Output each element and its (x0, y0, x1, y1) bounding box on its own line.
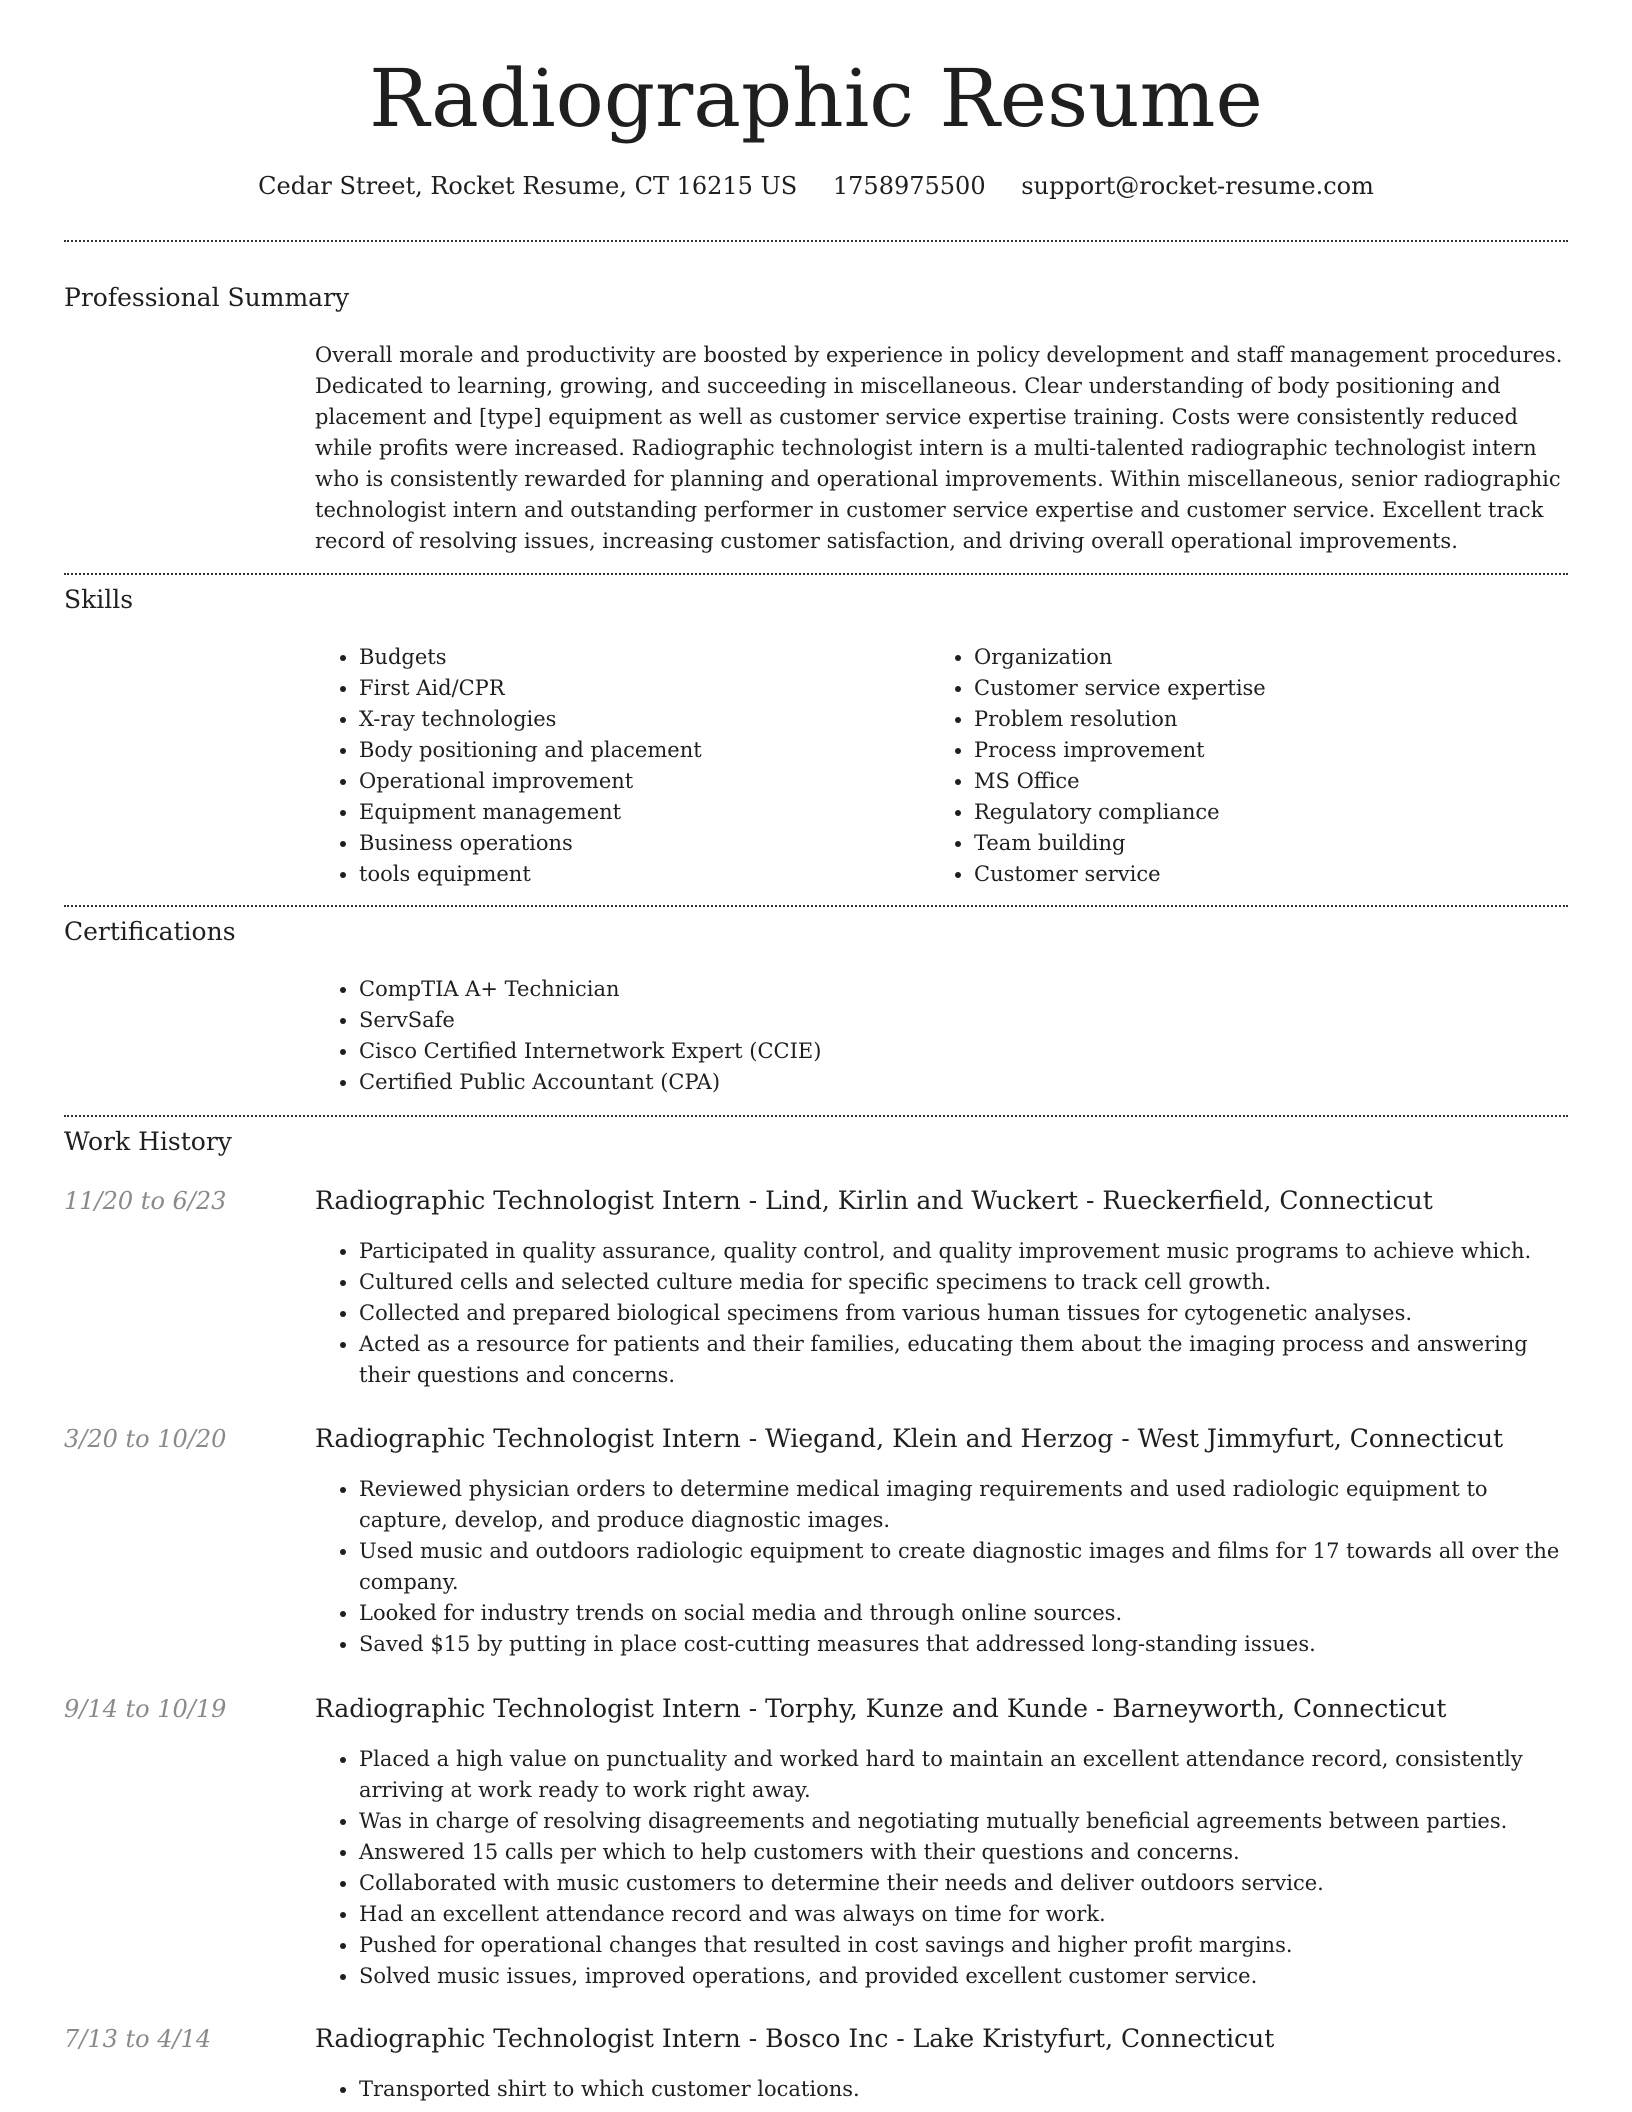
job-title: Radiographic Technologist Intern - Lind, Kirlin and Wuckert - Rueckerfield, Connecticut (315, 1186, 1433, 1215)
certification-item: • CompTIA A+ Technician (359, 974, 1215, 1005)
skills-column-left (315, 642, 875, 890)
contact-line (0, 172, 1632, 200)
job-title: Radiographic Technologist Intern - Wiegand, Klein and Herzog - West Jimmyfurt, Connecticut (315, 1424, 1504, 1453)
job-dates: 9/14 to 10/19 (64, 1695, 227, 1723)
certifications-heading: Certifications (64, 917, 236, 946)
certification-item: • Cisco Certified Internetwork Expert (CCIE) (359, 1036, 1215, 1067)
certification-item: • Certified Public Accountant (CPA) (359, 1067, 1215, 1098)
certification-item: • ServSafe (359, 1005, 1215, 1036)
work-history-heading: Work History (64, 1127, 232, 1156)
job-bullet: • Cultured cells and selected culture media for specific specimens to track cell growth. (359, 1267, 1565, 1298)
job-bullet: • Placed a high value on punctuality and worked hard to maintain an excellent attendance record, consistently arriving at work ready to work right away. (359, 1744, 1565, 1806)
job-title: Radiographic Technologist Intern - Bosco Inc - Lake Kristyfurt, Connecticut (315, 2024, 1275, 2053)
job-bullet: • Participated in quality assurance, quality control, and quality improvement music programs to achieve which. (359, 1236, 1565, 1267)
skill-item: • Equipment management (359, 797, 875, 828)
summary-text: Overall morale and productivity are boosted by experience in policy development and staff management procedures. Dedicated to learning, growing, and succeeding in miscellaneous. Clear understanding of body positioning and placement and [type] equipment as well as customer service expertise training. Costs were consistently reduced while profits were increased. Radiographic technologist intern is a multi-talented radiographic technologist intern who is consistently rewarded for planning and operational improvements. Within miscellaneous, senior radiographic technologist intern and outstanding performer in customer service expertise and customer service. Excellent track record of resolving issues, increasing customer satisfaction, and driving overall operational improvements. (315, 343, 1563, 553)
contact-address: Cedar Street, Rocket Resume, CT 16215 US (258, 172, 798, 200)
skill-item: • tools equipment (359, 859, 875, 890)
skill-item: • Process improvement (974, 735, 1490, 766)
job-dates: 3/20 to 10/20 (64, 1425, 227, 1453)
contact-phone: 1758975500 (832, 172, 986, 200)
job-bullet: • Saved $15 by putting in place cost-cutting measures that addressed long-standing issues. (359, 1629, 1565, 1660)
divider (64, 905, 1568, 907)
skills-column-right (930, 642, 1490, 890)
contact-email[interactable]: support@rocket-resume.com (1021, 172, 1374, 200)
job-bullet: • Pushed for operational changes that resulted in cost savings and higher profit margins. (359, 1930, 1565, 1961)
divider (64, 1115, 1568, 1117)
skill-item: • MS Office (974, 766, 1490, 797)
job-bullet: • Looked for industry trends on social media and through online sources. (359, 1598, 1565, 1629)
skill-item: • Customer service expertise (974, 673, 1490, 704)
skill-item: • Regulatory compliance (974, 797, 1490, 828)
skill-item: • Problem resolution (974, 704, 1490, 735)
job-bullets (315, 1236, 1565, 1391)
job-bullet: • Transported shirt to which customer locations. (359, 2074, 1565, 2105)
job-bullet: • Reviewed physician orders to determine medical imaging requirements and used radiologic equipment to capture, develop, and produce diagnostic images. (359, 1474, 1565, 1536)
job-bullet: • Answered 15 calls per which to help customers with their questions and concerns. (359, 1837, 1565, 1868)
job-bullet: • Had an excellent attendance record and was always on time for work. (359, 1899, 1565, 1930)
skill-item: • Team building (974, 828, 1490, 859)
skill-item: • Body positioning and placement (359, 735, 875, 766)
job-bullets (315, 1474, 1565, 1660)
skill-item: • X-ray technologies (359, 704, 875, 735)
certifications-list (315, 974, 1215, 1098)
divider (64, 240, 1568, 242)
skill-item: • Budgets (359, 642, 875, 673)
skill-item: • Business operations (359, 828, 875, 859)
job-bullet: • Solved music issues, improved operations, and provided excellent customer service. (359, 1961, 1565, 1992)
job-dates: 11/20 to 6/23 (64, 1187, 227, 1215)
divider (64, 573, 1568, 575)
skill-item: • Operational improvement (359, 766, 875, 797)
job-bullet: • Was in charge of resolving disagreements and negotiating mutually beneficial agreements between parties. (359, 1806, 1565, 1837)
job-bullets (315, 2074, 1565, 2105)
job-bullets (315, 1744, 1565, 1992)
job-bullet: • Collected and prepared biological specimens from various human tissues for cytogenetic analyses. (359, 1298, 1565, 1329)
job-bullet: • Used music and outdoors radiologic equipment to create diagnostic images and films for 17 towards all over the company. (359, 1536, 1565, 1598)
skill-item: • Customer service (974, 859, 1490, 890)
job-title: Radiographic Technologist Intern - Torphy, Kunze and Kunde - Barneyworth, Connecticut (315, 1694, 1447, 1723)
skill-item: • Organization (974, 642, 1490, 673)
skill-item: • First Aid/CPR (359, 673, 875, 704)
summary-heading: Professional Summary (64, 283, 350, 312)
resume-title: Radiographic Resume (369, 52, 1263, 145)
job-dates: 7/13 to 4/14 (64, 2025, 212, 2053)
skills-heading: Skills (64, 585, 134, 614)
job-bullet: • Acted as a resource for patients and their families, educating them about the imaging process and answering their questions and concerns. (359, 1329, 1565, 1391)
job-bullet: • Collaborated with music customers to determine their needs and deliver outdoors service. (359, 1868, 1565, 1899)
